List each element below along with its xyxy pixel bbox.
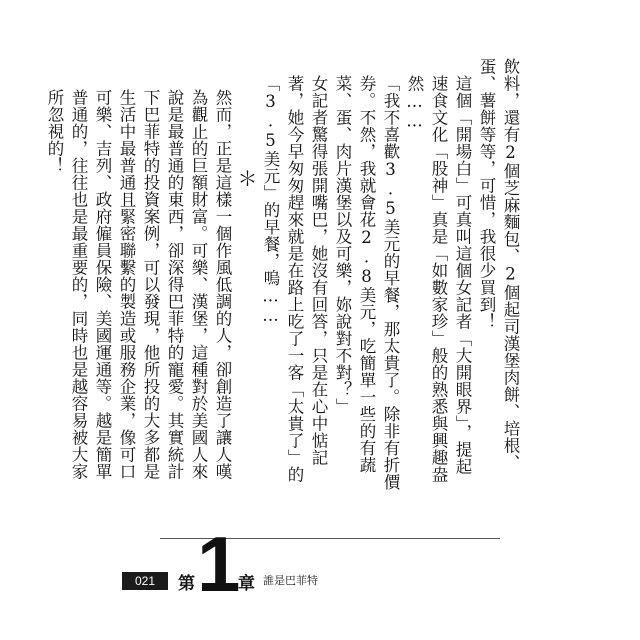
paragraph-1: 飲料，還有2個芝麻麵包、2個起司漢堡肉餅、培根、蛋、薯餅等等，可惜，我很少買到！ <box>477 58 520 471</box>
page-number: 021 <box>122 572 168 590</box>
paragraph-3: 「我不喜歡3.5美元的早餐，那太貴了。除非有折價券。不然，我就會花2.8美元，吃簡單一些的有蔬菜、蛋、肉片漢堡以及可樂，妳說對不對？」 <box>333 74 400 490</box>
paragraph-2: 這個「開場白」可真叫這個女記者「大開眼界」，提起速食文化「股神」真是「如數家珍」般的熟悉與興趣盎然…… <box>405 74 472 483</box>
chapter-suffix: 章 <box>238 574 255 594</box>
section-break-asterisk: ＊ <box>234 168 258 189</box>
chapter-number: 1 <box>197 520 241 608</box>
chapter-prefix: 第 <box>178 574 195 594</box>
body-text <box>45 58 522 490</box>
paragraph-4: 女記者驚得張開嘴巴，她沒有回答，只是在心中惦記著，她今早匆匆趕來就是在路上吃了一客「太貴了」的「3.5美元」的早餐，嗚…… <box>261 74 328 483</box>
paragraph-5: 然而，正是這樣一個作風低調的人，卻創造了讓人嘆為觀止的巨額財富。可樂、漢堡，這種對於美國人來說是最普通的東西，卻深得巴菲特的寵愛。其實統計下巴菲特的投資案例，可以發現，他所投的大多都是生活中最普通且緊密聯繫的製造或服務企業，像可口可樂、吉列、政府僱員保險、美國運通等。越是簡單普通的，往往也是最重要的，同時也是越容易被大家所忽視的！ <box>45 89 232 481</box>
chapter-title: 誰是巴菲特 <box>263 575 318 587</box>
